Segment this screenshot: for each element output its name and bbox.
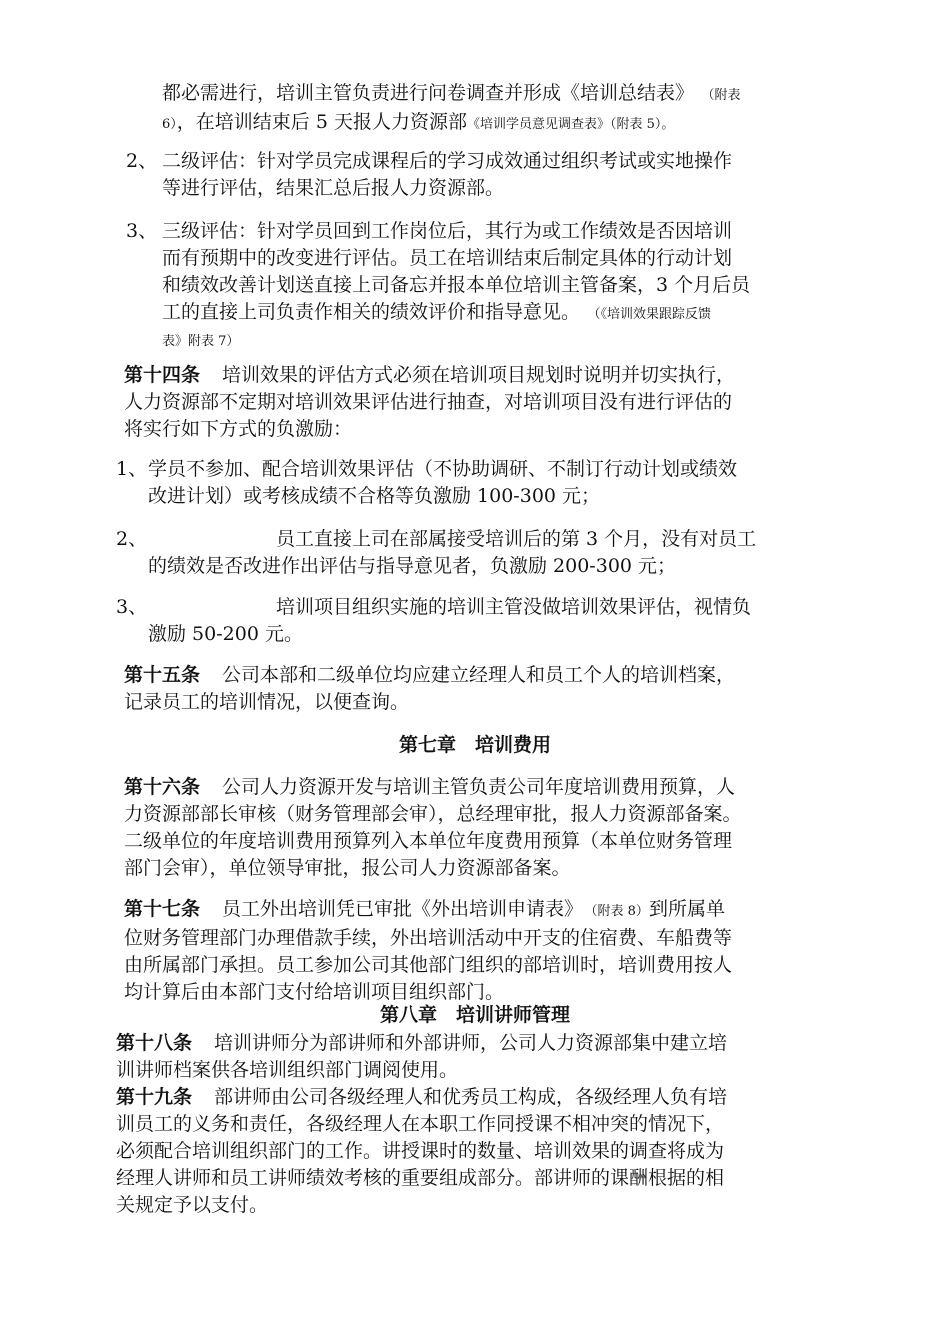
article-label: 第十九条	[116, 1086, 193, 1108]
text-line: 和绩效改善计划送直接上司备忘并报本单位培训主管备案，3 个月后员	[162, 274, 751, 296]
list-number: 2、	[126, 150, 158, 172]
list-item-penalty-2	[116, 526, 756, 580]
text-line: 部门会审），单位领导审批，报公司人力资源部备案。	[124, 857, 571, 879]
article-label: 第十六条	[124, 776, 201, 798]
text-line: 部讲师由公司各级经理人和优秀员工构成，各级经理人负有培	[214, 1086, 728, 1108]
article-14	[124, 362, 735, 443]
list-item-level3	[126, 218, 750, 355]
article-17	[124, 896, 732, 1006]
chapter-7-heading: 第七章 培训费用	[398, 734, 551, 756]
annex-note: （附表	[708, 88, 741, 103]
text-line: 由所属部门承担。员工参加公司其他部门组织的部培训时，培训费用按人	[124, 954, 733, 976]
text-line: 培训讲师分为部讲师和外部讲师，公司人力资源部集中建立培	[214, 1032, 728, 1054]
article-label: 第十五条	[124, 664, 201, 686]
text-line: 激励 50-200 元。	[148, 623, 303, 645]
article-label: 第十四条	[124, 364, 201, 386]
text-line: 到所属单	[648, 898, 725, 920]
top-continuation	[162, 80, 741, 138]
list-number: 2、	[116, 528, 148, 550]
text-line: 改进计划）或考核成绩不合格等负激励 100-300 元；	[148, 485, 601, 507]
text-line: 员工直接上司在部属接受培训后的第 3 个月，没有对员工	[276, 528, 757, 550]
text-line: 公司人力资源开发与培训主管负责公司年度培训费用预算，人	[222, 776, 736, 798]
list-item-penalty-1	[116, 456, 737, 510]
text-line: 力资源部部长审核（财务管理部会审），总经理审批，报人力资源部备案。	[124, 803, 742, 825]
text-line: 二级单位的年度培训费用预算列入本单位年度费用预算（本单位财务管理	[124, 830, 733, 852]
annex-note: （附表 8）	[591, 904, 649, 919]
text-line: 关规定予以支付。	[116, 1194, 269, 1216]
text-line: 员工外出培训凭已审批《外出培训申请表》	[222, 898, 584, 920]
list-number: 3、	[126, 220, 158, 242]
text-line: 训讲师档案供各培训组织部门调阅使用。	[116, 1059, 459, 1081]
list-number: 1、	[116, 458, 148, 480]
text-line: 位财务管理部门办理借款手续，外出培训活动中开支的住宿费、车船费等	[124, 927, 733, 949]
text-line: 都必需进行，培训主管负责进行问卷调查并形成《培训总结表》	[162, 82, 695, 104]
annex-note: 《培训学员意见调查表》（附表 5）。	[466, 117, 675, 132]
article-15	[124, 662, 735, 716]
annex-note: （《培训效果跟踪反馈	[594, 307, 712, 322]
text-line: ，在培训结束后 5 天报人力资源部	[176, 111, 467, 133]
text-line: 必须配合培训组织部门的工作。讲授课时的数量、培训效果的调查将成为	[116, 1140, 725, 1162]
text-line: 训员工的义务和责任，各级经理人在本职工作同授课不相冲突的情况下，	[116, 1113, 725, 1135]
list-number: 3、	[116, 596, 148, 618]
text-line: 等进行评估，结果汇总后报人力资源部。	[162, 177, 505, 199]
text-line: 工的直接上司负责作相关的绩效评价和指导意见。	[162, 301, 581, 323]
text-line: 培训效果的评估方式必须在培训项目规划时说明并切实执行，	[222, 364, 736, 386]
annex-note: 表》附表 7）	[162, 334, 240, 349]
article-label: 第十八条	[116, 1032, 193, 1054]
text-line: 记录员工的培训情况，以便查询。	[124, 691, 410, 713]
list-item-penalty-3	[116, 594, 751, 648]
text-line: 而有预期中的改变进行评估。员工在培训结束后制定具体的行动计划	[162, 247, 733, 269]
text-line: 学员不参加、配合培训效果评估（不协助调研、不制订行动计划或绩效	[148, 458, 738, 480]
chapter-8-heading: 第八章 培训讲师管理	[379, 1004, 570, 1026]
text-line: 公司本部和二级单位均应建立经理人和员工个人的培训档案，	[222, 664, 736, 686]
article-18	[116, 1030, 727, 1084]
text-line: 将实行如下方式的负激励：	[124, 418, 353, 440]
text-line: 培训项目组织实施的培训主管没做培训效果评估，视情负	[276, 596, 752, 618]
text-line: 均计算后由本部门支付给培训项目组织部门。	[124, 981, 505, 1003]
text-line: 人力资源部不定期对培训效果评估进行抽查，对培训项目没有进行评估的	[124, 391, 733, 413]
text-line: 经理人讲师和员工讲师绩效考核的重要组成部分。部讲师的课酬根据的相	[116, 1167, 725, 1189]
article-label: 第十七条	[124, 898, 201, 920]
text-line: 二级评估：针对学员完成课程后的学习成效通过组织考试或实地操作	[162, 150, 733, 172]
annex-note: 6）	[162, 117, 177, 132]
article-19	[116, 1084, 727, 1219]
text-line: 的绩效是否改进作出评估与指导意见者，负激励 200-300 元；	[148, 555, 677, 577]
list-item-level2	[126, 148, 732, 202]
text-line: 三级评估：针对学员回到工作岗位后，其行为或工作绩效是否因培训	[162, 220, 733, 242]
article-16	[124, 774, 742, 882]
